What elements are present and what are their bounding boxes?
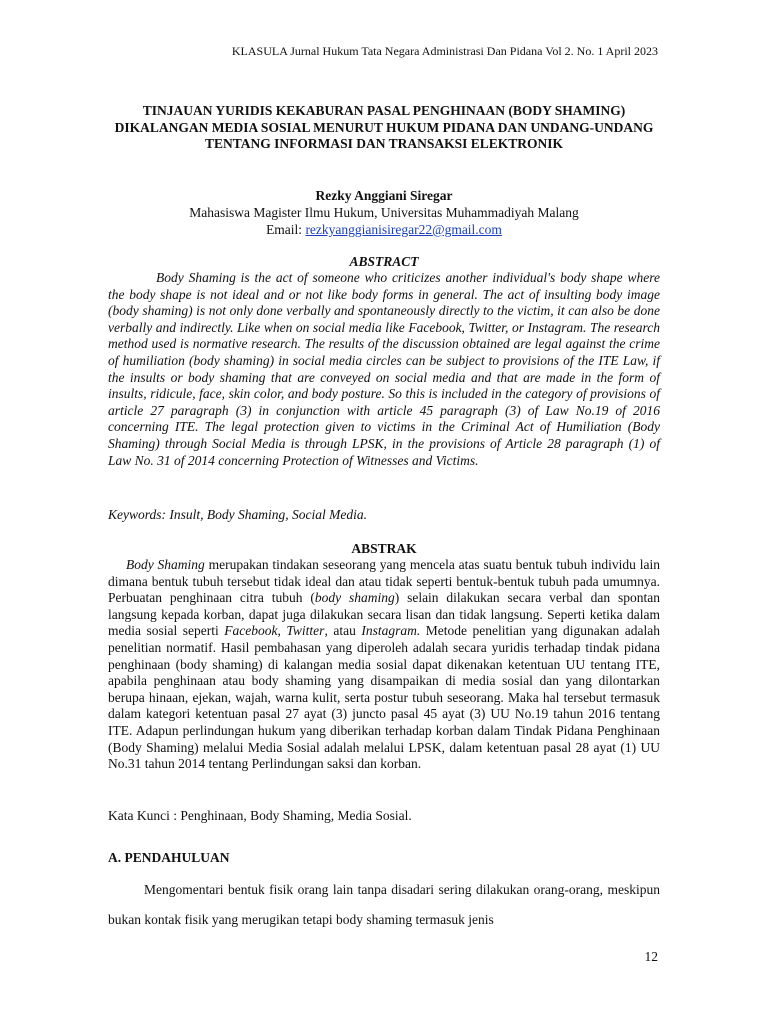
abstrak-term-facebook: Facebook <box>224 623 278 639</box>
email-label: Email: <box>266 222 306 237</box>
abstrak-text-2: ) selain dilakukan secara verbal dan spontan langsung kepada korban, dapat juga dilakukan secara lisan dan tidak langsung. Seperti ketika dalam media sosial seperti <box>108 590 661 639</box>
abstract-body: Body Shaming is the act of someone who criticizes another individual's body shape where the body shape is not ideal and or not like body forms in general. The act of insulting body image (body shaming) is not only done verbally and spontaneously directly to the victim, it can also be done verbally and indirectly. Like when on social media like Facebook, Twitter, or Instagram. The research method used is normative research. The results of the discussion obtained are legal against the crime of humiliation (body shaming) in social media circles can be subject to provisions of the ITE Law, if the insults or body shaming that are conveyed on social media and that are made in the form of insults, ridicule, face, skin color, and body posture. So this is included in the category of provisions of article 27 paragraph (3) in conjunction with article 45 paragraph (3) of Law No.19 of 2016 concerning ITE. The legal protection given to victims in the Criminal Act of Humiliation (Body Shaming) through Social Media is through LPSK, in the provisions of Article 28 paragraph (1) of Law No. 31 of 2014 concerning Protection of Witnesses and Victims. <box>108 270 660 468</box>
abstrak-term-twitter: Twitter <box>286 623 325 639</box>
abstrak-term-instagram: Instagram. <box>361 623 421 639</box>
abstract-keywords: Keywords: Insult, Body Shaming, Social Media. <box>108 507 367 522</box>
abstrak-body <box>108 557 660 773</box>
abstrak-heading: ABSTRAK <box>351 541 417 556</box>
abstrak-keywords: Kata Kunci : Penghinaan, Body Shaming, Media Sosial. <box>108 808 412 823</box>
abstract-heading: ABSTRACT <box>349 254 419 269</box>
abstrak-term-body-shaming-2: body shaming <box>314 590 395 606</box>
abstrak-text-1: merupakan tindakan seseorang yang mencela atas suatu bentuk tubuh individu lain dimana bentuk tubuh tersebut tidak ideal dan atau tidak seperti bentuk-bentuk tubuh pada umumnya. Perbuatan penghinaan citra tubuh ( <box>108 557 660 606</box>
paper-title: TINJAUAN YURIDIS KEKABURAN PASAL PENGHINAAN (BODY SHAMING) DIKALANGAN MEDIA SOSIAL MENURUT HUKUM PIDANA DAN UNDANG-UNDANG TENTANG INFORMASI DAN TRANSAKSI ELEKTRONIK <box>114 103 654 152</box>
abstrak-sep-1: , <box>277 623 287 639</box>
abstrak-sep-2: , atau <box>324 623 362 639</box>
author-affiliation: Mahasiswa Magister Ilmu Hukum, Universitas Muhammadiyah Malang <box>189 205 579 220</box>
author-name: Rezky Anggiani Siregar <box>315 188 453 203</box>
email-link[interactable]: rezkyanggianisiregar22@gmail.com <box>305 222 502 237</box>
abstrak-text-3: Metode penelitian yang digunakan adalah penelitian normatif. Hasil pembahasan yang diperoleh adalah secara yuridis terhadap tindak pidana penghinaan (body shaming) di kalangan media sosial dapat dikenakan ketentuan UU tentang ITE, apabila penghinaan atau body shaming yang disampaikan di media sosial dan yang dilontarkan berupa hinaan, ejekan, wajah, warna kulit, serta postur tubuh seseorang. Maka hal tersebut termasuk dalam kategori ketentuan pasal 27 ayat (3) juncto pasal 45 ayat (3) UU No.19 tahun 2016 tentang ITE. Adapun perlindungan hukum yang diberikan terhadap korban dalam Tindak Pidana Penghinaan (Body Shaming) melalui Media Sosial adalah melalui LPSK, dalam ketentuan pasal 28 ayat (1) UU No.31 tahun 2014 tentang Perlindungan saksi dan korban. <box>108 623 660 772</box>
author-email-line <box>108 222 660 238</box>
abstrak-term-body-shaming: Body Shaming <box>126 557 205 572</box>
page-number: 12 <box>644 949 658 964</box>
section-intro-paragraph: Mengomentari bentuk fisik orang lain tanpa disadari sering dilakukan orang-orang, meskipun bukan kontak fisik yang merugikan tetapi body shaming termasuk jenis <box>108 882 660 927</box>
section-heading: A. PENDAHULUAN <box>108 850 230 865</box>
running-header: KLASULA Jurnal Hukum Tata Negara Administrasi Dan Pidana Vol 2. No. 1 April 2023 <box>231 44 658 58</box>
